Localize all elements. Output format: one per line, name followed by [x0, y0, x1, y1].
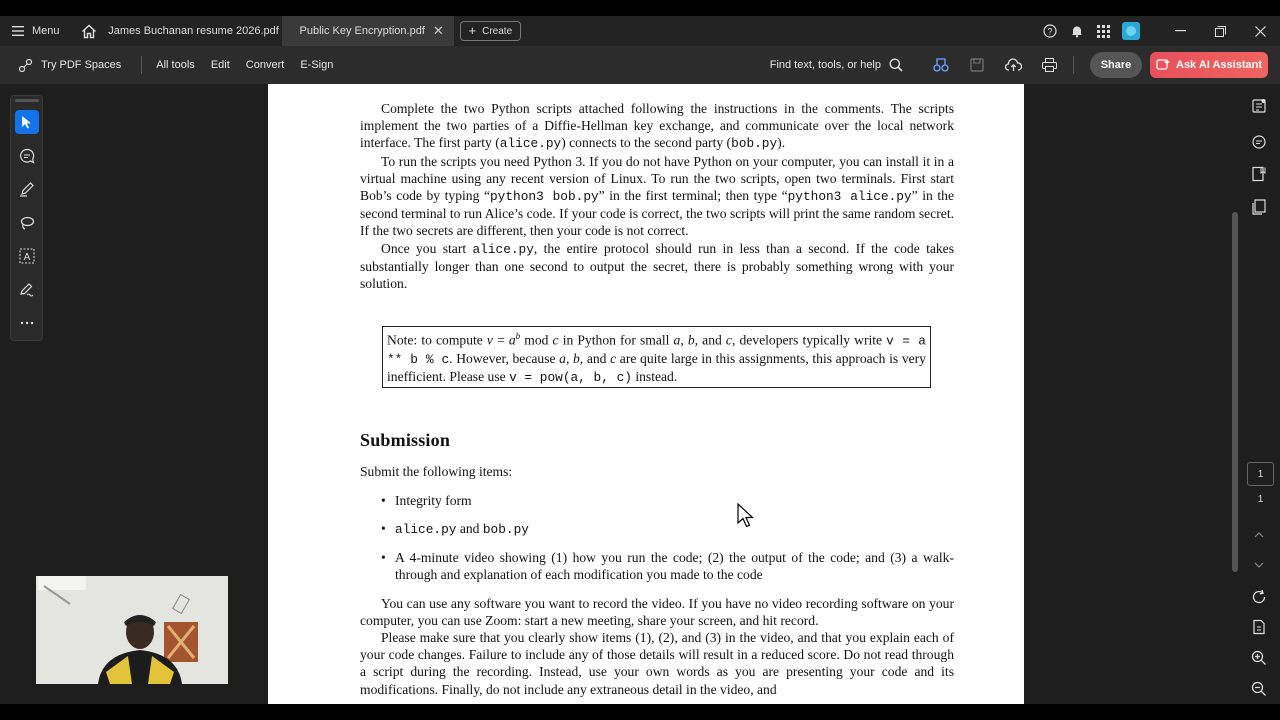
- text-tool[interactable]: [15, 244, 39, 268]
- text-run: : to compute: [413, 332, 487, 348]
- menu-button[interactable]: [0, 16, 72, 46]
- find-search-box[interactable]: [770, 58, 903, 72]
- cloud-upload-icon: [1005, 58, 1022, 72]
- pen-icon: [19, 181, 35, 197]
- ai-assistant-icon: [1156, 58, 1170, 72]
- pages-panel-button[interactable]: [1248, 196, 1270, 218]
- rotate-button[interactable]: [1248, 586, 1270, 608]
- comments-panel-button[interactable]: [1248, 131, 1270, 153]
- code-bob: bob.py: [731, 136, 778, 152]
- webcam-overlay[interactable]: [36, 576, 228, 684]
- top-black-band: [0, 0, 1280, 16]
- text-run: A 4-minute video showing (1) how you run the code; (2) the output of the code; and (3) a walk-through and explanation of each modification you made to the code: [395, 550, 954, 583]
- text-box-icon: [19, 248, 35, 264]
- submission-heading: Submission: [360, 430, 451, 451]
- apps-button[interactable]: [1090, 25, 1117, 38]
- mouse-pointer-icon: [737, 503, 755, 529]
- list-item: [360, 492, 954, 509]
- zoom-out-icon: [1251, 681, 1267, 697]
- profile-button[interactable]: [1117, 22, 1144, 40]
- convert-link[interactable]: Convert: [245, 59, 285, 71]
- paragraph-intro: [360, 100, 954, 153]
- code-bob: bob.py: [482, 521, 529, 537]
- text-run: ” in the first terminal; then type “: [598, 188, 788, 204]
- pdf-spaces-label: Try PDF Spaces: [41, 59, 122, 71]
- chevron-up-icon: [1254, 532, 1264, 538]
- help-icon: [1043, 24, 1057, 38]
- lasso-icon: [19, 215, 35, 231]
- highlight-tool[interactable]: [15, 177, 39, 201]
- zoom-in-icon: [1251, 650, 1267, 666]
- tab-label: Public Key Encryption.pdf: [299, 25, 425, 37]
- math-var: a, b,: [673, 332, 699, 348]
- upload-cloud-button[interactable]: [995, 46, 1031, 84]
- math-var: a: [508, 332, 516, 348]
- help-button[interactable]: [1036, 24, 1063, 38]
- close-icon: [1255, 26, 1266, 37]
- minimize-icon: [1175, 30, 1186, 32]
- code-run-alice: python3 alice.py: [787, 189, 912, 205]
- tab-public-key-encryption[interactable]: [282, 16, 454, 46]
- rotate-icon: [1251, 589, 1267, 605]
- edit-link[interactable]: Edit: [210, 59, 230, 71]
- zoom-in-button[interactable]: [1248, 647, 1270, 669]
- more-tools-button[interactable]: [15, 311, 39, 335]
- save-icon: [970, 58, 984, 72]
- webcam-person-image: [36, 576, 228, 684]
- current-page-input[interactable]: 1: [1247, 462, 1274, 486]
- pages-icon: [1251, 199, 1267, 215]
- zoom-out-button[interactable]: [1248, 678, 1270, 700]
- ai-assistant-label: Ask AI Assistant: [1176, 59, 1262, 71]
- submit-intro: Submit the following items:: [360, 463, 513, 479]
- code-alice: alice.py: [472, 241, 534, 257]
- signature-pen-icon: [19, 282, 35, 298]
- share-label: Share: [1100, 59, 1132, 71]
- right-rail: [1238, 84, 1280, 704]
- print-icon: [1042, 58, 1057, 72]
- sign-tool[interactable]: [15, 278, 39, 302]
- select-tool[interactable]: [15, 110, 39, 134]
- page-extract-button[interactable]: [1248, 616, 1270, 638]
- compare-icon: [933, 57, 949, 73]
- text-run: ).: [777, 135, 786, 151]
- text-run: =: [492, 332, 509, 348]
- submission-list: [360, 492, 954, 584]
- close-window-button[interactable]: [1240, 26, 1280, 37]
- tab-label: James Buchanan resume 2026.pdf: [108, 25, 279, 37]
- comment-icon: [19, 148, 35, 164]
- bookmarks-panel-button[interactable]: [1248, 163, 1270, 185]
- document-icon: [1251, 619, 1267, 635]
- document-info-button[interactable]: [1248, 95, 1270, 117]
- comment-tool[interactable]: [15, 144, 39, 168]
- text-run: instead.: [631, 369, 678, 385]
- math-var: c: [725, 332, 732, 348]
- math-var: c: [610, 350, 617, 366]
- note-box: [382, 326, 931, 388]
- hamburger-icon: [12, 26, 24, 36]
- code-alice: alice.py: [395, 521, 457, 537]
- list-item: [360, 549, 954, 583]
- tab-bar: [0, 16, 1280, 46]
- paragraph-recording: You can use any software you want to record the video. If you have no video recording software on your computer, you can use Zoom: start a new meeting, share your screen, and hit record.: [360, 595, 954, 628]
- avatar-icon: [1122, 22, 1140, 40]
- page-content: [360, 100, 954, 698]
- menu-label: Menu: [32, 25, 60, 37]
- save-button[interactable]: [959, 46, 995, 84]
- paragraph-video-requirements: Please make sure that you clearly show items (1), (2), and (3) in the video, and that you explain each of your code changes. Failure to include any of those details will result in a reduced score. Do not read through a script during the recording. Instead, use your own words as you are presenting your code and its modifications. Finally, do not include any extraneous detail in the video, and: [360, 630, 954, 697]
- home-icon: [81, 24, 97, 39]
- draw-tool[interactable]: [15, 211, 39, 235]
- cursor-arrow-icon: [21, 115, 33, 129]
- text-run: To run the scripts you need Python 3. If you do not have Python on your computer, you can install it in a virtual machine using any recent version of Linux. To run the two scripts, open two terminals. First start Bob’s code by typing “: [360, 153, 954, 204]
- tab-resume[interactable]: [106, 16, 282, 46]
- palette-grip[interactable]: [15, 99, 39, 102]
- text-run: in Python for small: [558, 332, 674, 348]
- svg-text:?: ?: [1046, 26, 1053, 37]
- pdf-page[interactable]: [268, 84, 1024, 704]
- paragraph-timing: [360, 240, 954, 293]
- math-var: v: [486, 332, 493, 348]
- scroll-up-button[interactable]: [1248, 524, 1270, 546]
- search-icon: [889, 58, 903, 72]
- comments-icon: [1251, 134, 1267, 150]
- apps-grid-icon: [1097, 25, 1110, 38]
- note-lead: Note: [387, 332, 414, 348]
- try-pdf-spaces-button[interactable]: [0, 58, 135, 73]
- home-button[interactable]: [72, 16, 106, 46]
- toolbar: [0, 46, 1280, 84]
- share-button[interactable]: [1090, 52, 1142, 78]
- document-panel-icon: [1251, 98, 1267, 114]
- minimize-button[interactable]: [1160, 30, 1200, 32]
- find-placeholder: Find text, tools, or help: [769, 59, 881, 71]
- plus-icon: +: [468, 23, 477, 38]
- text-run: are quite large in this assignments, this approach is very inefficient. Please use: [387, 350, 926, 385]
- chevron-down-icon: [1254, 562, 1264, 568]
- more-dots-icon: [20, 321, 34, 325]
- text-run: and: [698, 332, 726, 348]
- text-run: ) connects to the second party (: [561, 135, 732, 151]
- code-alice: alice.py: [499, 136, 562, 152]
- ask-ai-assistant-button[interactable]: [1150, 52, 1268, 78]
- text-run: Complete the two Python scripts attached following the instructions in the comments. The scripts implement the two parties of a Diffie-Hellman key exchange, and communicate over the local network interface. The first party (: [360, 101, 954, 151]
- restore-icon: [1215, 26, 1226, 37]
- math-var: a, b,: [559, 350, 584, 366]
- text-run: , the entire protocol should run in less than a second. If the code takes substantially longer than one second to output the secret, there is probably something wrong with your solution.: [360, 240, 955, 292]
- text-run: Integrity form: [395, 492, 472, 508]
- text-run: and: [583, 350, 611, 366]
- vertical-scrollbar[interactable]: [1232, 212, 1238, 572]
- list-item: [360, 520, 954, 538]
- compare-tool-button[interactable]: [923, 46, 959, 84]
- bell-icon: [1070, 24, 1084, 38]
- note-text: [387, 328, 926, 386]
- code-run-bob: python3 bob.py: [490, 189, 599, 205]
- paragraph-run-instructions: [360, 153, 954, 240]
- bookmark-icon: [1251, 166, 1267, 182]
- math-exponent: b: [515, 331, 521, 342]
- all-tools-link[interactable]: All tools: [156, 59, 195, 71]
- total-pages: 1: [1257, 494, 1264, 505]
- text-run: . However, because: [449, 350, 560, 366]
- create-button[interactable]: [460, 21, 522, 41]
- math-var: c: [552, 332, 559, 348]
- text-run: and: [456, 520, 483, 536]
- text-run: mod: [520, 332, 553, 348]
- bottom-black-band: [0, 704, 1280, 720]
- scroll-down-button[interactable]: [1248, 554, 1270, 576]
- text-run: ” in the second terminal to run Alice’s code. If your code is correct, the two scripts will print the same random secret. If the two secrets are different, then your code is not correct.: [360, 188, 954, 239]
- restore-button[interactable]: [1200, 26, 1240, 37]
- text-run: , developers typically write: [731, 332, 887, 348]
- notifications-button[interactable]: [1063, 24, 1090, 38]
- create-label: Create: [482, 25, 513, 37]
- toolbar-divider: [1073, 56, 1074, 74]
- text-run: Once you start: [381, 240, 473, 256]
- left-tool-palette: [10, 95, 43, 341]
- esign-link[interactable]: E-Sign: [300, 59, 334, 71]
- code-modexp: v = a ** b % c: [387, 333, 926, 367]
- print-button[interactable]: [1031, 46, 1067, 84]
- close-tab-icon[interactable]: ✕: [432, 23, 444, 38]
- code-pow: v = pow(a, b, c): [509, 370, 632, 386]
- toolbar-divider: [141, 56, 142, 74]
- svg-text:A: A: [23, 252, 31, 263]
- pdf-spaces-icon: [18, 58, 33, 73]
